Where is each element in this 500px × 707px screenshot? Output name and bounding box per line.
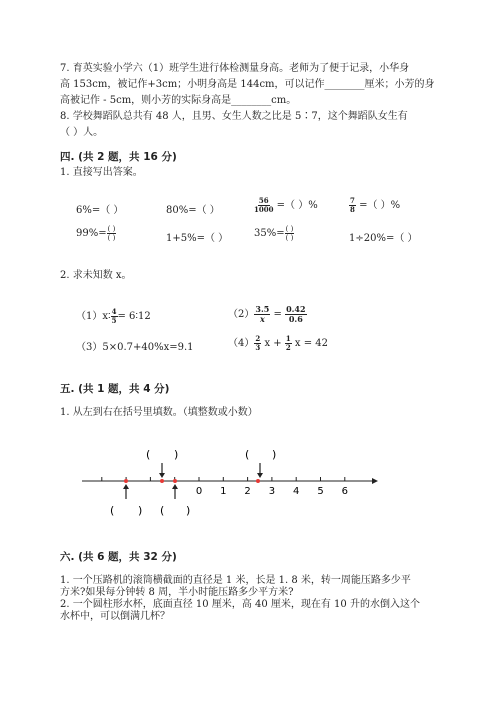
eq-head: x∶ [102,311,111,322]
eq-label: （4） [228,338,255,349]
calc-56-over-1000 [254,196,318,214]
paren-top-right: ) [272,448,277,461]
frac-den: 5 [111,316,117,325]
frac-num: 2 [255,334,261,343]
frac-num: 3.5 [255,304,270,314]
frac-num: 1 [285,334,291,343]
s5-q1-title: 1. 从左到右在括号里填数。（填整数或小数） [60,407,258,418]
frac-den: ( ) [107,234,116,242]
tick-label: 6 [341,486,348,497]
tick-label: 2 [244,486,251,497]
s6-q1-line1: 1. 一个压路机的滚筒横截面的直径是 1 米，长是 1. 8 米，转一周能压路多少平 [60,575,411,586]
eq-label: （1） [76,311,103,322]
calc-99-percent [76,225,116,242]
number-line [0,440,500,520]
equation-3: （3）5×0.7+40%x=9.1 [76,342,194,353]
paren-bottom-right: ) [138,504,143,517]
frac-den: ( ) [285,234,294,242]
section5-title: 五. (共 1 题，共 4 分) [60,383,170,395]
eq-label: （2） [228,309,255,320]
frac-num: 56 [258,196,269,205]
s4-q2-title: 2. 求未知数 x。 [60,270,132,281]
paren-bottom-left: ( [160,504,165,517]
q8-line1: 8. 学校舞蹈队总共有 48 人，且男、女生人数之比是 5∶7，这个舞蹈队女生有 [60,111,408,122]
frac-num: 4 [111,307,117,316]
q7-line1: 7. 育英实验小学六（1）班学生进行体检测量身高。老师为了便于记录，小华身 [60,63,410,74]
arrow-down-head [159,473,165,478]
equation-4 [228,334,328,352]
marker-point [160,479,164,483]
q7-line2: 高 153cm，被记作+3cm；小明身高是 144cm，可以记作________厘米；小芳的身 [60,79,435,90]
frac-num: 7 [350,196,355,205]
marker-point [173,479,177,483]
paren-top-right: ) [174,448,179,461]
s6-q2-line2: 水杯中，可以倒满几杯？ [60,611,170,622]
axis-arrowhead [372,478,378,484]
section6-title: 六. (共 6 题，共 32 分) [60,551,177,563]
paren-top-left: ( [146,448,151,461]
frac-num: 0.42 [286,304,306,314]
tick-label: 1 [220,486,227,497]
calc-tail: =（ ）% [359,200,401,211]
eq-mid: x + [264,338,282,349]
calc-tail: =（ ）% [276,200,318,211]
eq-equals: = [273,309,282,320]
calc-6-percent: 6%=（ ） [76,205,124,216]
calc-head: 35%= [254,228,285,239]
frac-den: 8 [350,205,355,214]
frac-den: 2 [285,343,291,352]
calc-head: 99%= [76,228,107,239]
s6-q2-line1: 2. 一个圆柱形水杯，底面直径 10 厘米，高 40 厘米，现在有 10 升的水倒入这个 [60,599,420,610]
q8-line2: （ ）人。 [60,127,104,138]
frac-den: x [259,314,265,324]
arrow-down-head [257,473,263,478]
calc-35-percent [254,225,294,242]
s6-q1-line2: 方米?如果每分钟转 8 周，半小时能压路多少平方米? [60,587,294,598]
equation-2 [228,305,307,324]
ticks [102,477,345,481]
paren-bottom-left: ( [110,504,115,517]
calc-7-over-8 [349,196,400,214]
marker-point [256,479,260,483]
calc-80-percent: 80%=（ ） [166,205,220,216]
equation-1 [76,307,151,325]
paren-bottom-right: ) [186,504,191,517]
frac-den: 0.6 [288,314,303,324]
arrow-up-head [172,484,178,489]
tick-label: 0 [195,486,203,497]
tick-label: 4 [293,486,300,497]
tick-labels [196,486,348,497]
tick-label: 3 [268,486,276,497]
frac-den: 3 [255,343,261,352]
frac-num: ( ) [107,225,116,233]
eq-tail: = 6∶12 [117,311,151,322]
frac-num: ( ) [285,225,294,233]
frac-den: 1000 [254,205,274,214]
q7-line3: 高被记作 - 5cm，则小芳的实际身高是________cm。 [60,95,297,106]
tick-label: 5 [317,486,324,497]
section4-title: 四. (共 2 题，共 16 分) [60,151,177,163]
calc-1-div-20-percent: 1÷20%=（ ） [349,233,418,244]
eq-tail: x = 42 [294,338,328,349]
s4-q1-title: 1. 直接写出答案。 [60,167,143,178]
calc-1-plus-5-percent: 1+5%=（ ） [166,233,229,244]
marker-point [124,479,128,483]
paren-top-left: ( [245,448,250,461]
arrow-up-head [123,484,129,489]
